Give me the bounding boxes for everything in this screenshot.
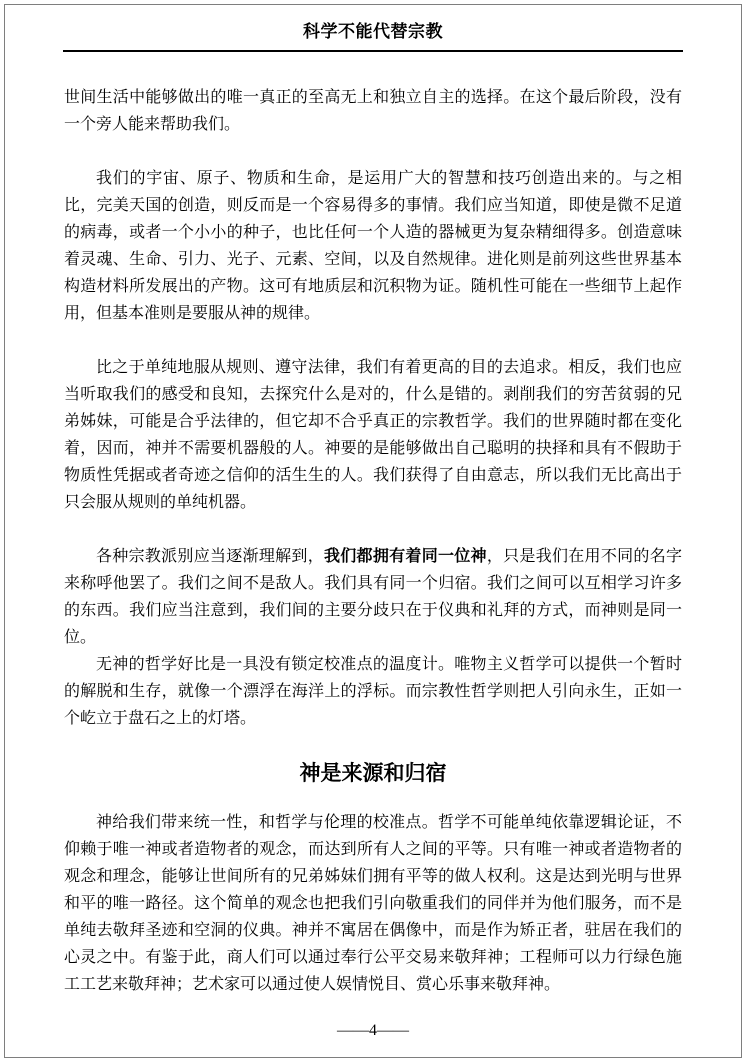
paragraph: 比之于单纯地服从规则、遵守法律，我们有着更高的目的去追求。相反，我们也应当听取我们的感受和良知，去探究什么是对的，什么是错的。剥削我们的穷苦贫弱的兄弟姊妹，可能是合乎法律的，但它却不合乎真正的宗教哲学。我们的世界随时都在变化着，因而，神并不需要机器般的人。神要的是能够做出自己聪明的抉择和具有不假助于物质性凭据或者奇迹之信仰的活生生的人。我们获得了自由意志，所以我们无比高出于只会服从规则的单纯机器。: [64, 359, 682, 511]
paragraph-with-emphasis: [64, 543, 682, 651]
paragraph: 无神的哲学好比是一具没有锁定校准点的温度计。唯物主义哲学可以提供一个暂时的解脱和生存，就像一个漂浮在海洋上的浮标。而宗教性哲学则把人引向永生，正如一个屹立于盘石之上的灯塔。: [64, 656, 682, 727]
header-rule: [63, 50, 683, 52]
document-page: [4, 4, 742, 1058]
page-number: ——4——: [337, 1022, 409, 1039]
page-header: [5, 5, 741, 52]
paragraph: 神给我们带来统一性，和哲学与伦理的校准点。哲学不可能单纯依靠逻辑论证，不仰赖于唯一神或者造物者的观念，而达到所有人之间的平等。只有唯一神或者造物者的观念和理念，能够让世间所有的兄弟姊妹们拥有平等的做人权利。这是达到光明与世界和平的唯一路径。这个简单的观念也把我们引向敬重我们的同伴并为他们服务，而不是单纯去敬拜圣迹和空洞的仪典。神并不寓居在偶像中，而是作为矫正者，驻居在我们的心灵之中。有鉴于此，商人们可以通过奉行公平交易来敬拜神；工程师可以力行绿色施工工艺来敬拜神；艺术家可以通过使人娱情悦目、赏心乐事来敬拜神。: [64, 814, 682, 993]
page-title: 科学不能代替宗教: [303, 22, 443, 41]
paragraph-continuation: 世间生活中能够做出的唯一真正的至高无上和独立自主的选择。在这个最后阶段，没有一个旁人能来帮助我们。: [64, 89, 682, 133]
emphasized-phrase: 我们都拥有着同一位神: [323, 548, 487, 565]
section-heading: 神是来源和归宿: [299, 761, 447, 785]
document-body: [64, 84, 682, 998]
paragraph: 我们的宇宙、原子、物质和生命，是运用广大的智慧和技巧创造出来的。与之相比，完美天国的创造，则反而是一个容易得多的事情。我们应当知道，即使是微不足道的病毒，或者一个小小的种子，也比任何一个人造的器械更为复杂精细得多。创造意味着灵魂、生命、引力、光子、元素、空间，以及自然规律。进化则是前列这些世界基本构造材料所发展出的产物。这可有地质层和沉积物为证。随机性可能在一些细节上起作用，但基本准则是要服从神的规律。: [64, 170, 682, 322]
paragraph-segment: ，只是我们在用不同的名字来称呼他罢了。我们之间不是敌人。我们具有同一个归宿。我们之间可以互相学习许多的东西。我们应当注意到，我们间的主要分歧只在于仪典和礼拜的方式，而神则是同一位。: [64, 548, 682, 646]
paragraph-segment: 各种宗教派别应当逐渐理解到，: [96, 548, 324, 565]
